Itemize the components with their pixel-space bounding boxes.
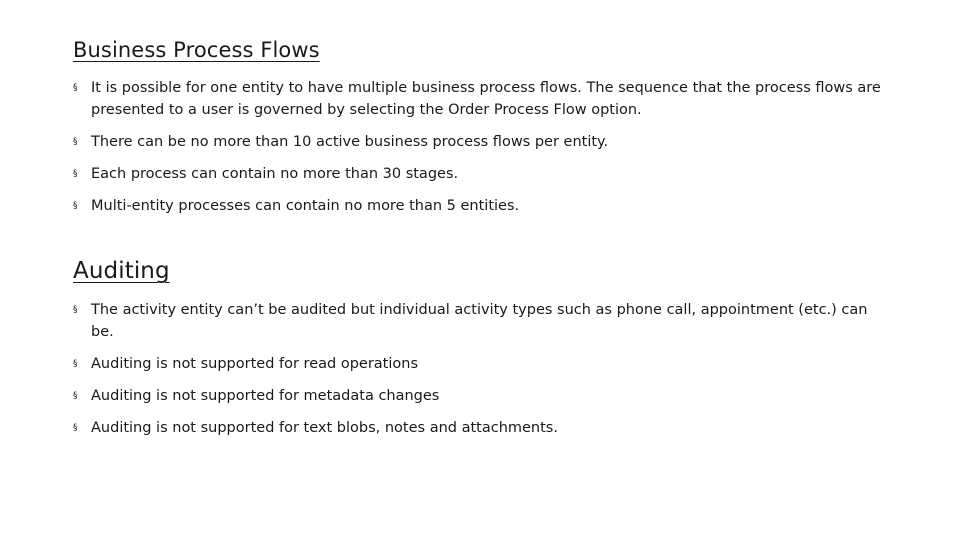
list-item (73, 417, 893, 439)
square-bullet-icon: § (73, 359, 78, 369)
square-bullet-icon: § (73, 169, 78, 179)
list-item (73, 163, 893, 185)
list-item (73, 353, 893, 375)
list-item (73, 299, 893, 343)
bullet-text: It is possible for one entity to have multiple business process flows. The sequence that the process flows are presented to a user is governed by selecting the Order Process Flow option. (91, 80, 881, 118)
bullet-list (73, 77, 893, 217)
square-bullet-icon: § (73, 137, 78, 147)
bullet-text: Each process can contain no more than 30 stages. (91, 166, 459, 182)
section-business-process-flows (73, 36, 893, 227)
list-item (73, 385, 893, 407)
section-auditing (73, 256, 893, 449)
bullet-list (73, 299, 893, 439)
square-bullet-icon: § (73, 391, 78, 401)
square-bullet-icon: § (73, 423, 78, 433)
square-bullet-icon: § (73, 201, 78, 211)
bullet-text: The activity entity can’t be audited but individual activity types such as phone call, appointment (etc.) can be. (91, 302, 868, 340)
bullet-text: Auditing is not supported for metadata changes (91, 388, 440, 404)
section-heading: Auditing (73, 258, 170, 284)
list-item (73, 131, 893, 153)
square-bullet-icon: § (73, 83, 78, 93)
bullet-text: Auditing is not supported for read operations (91, 356, 418, 372)
square-bullet-icon: § (73, 305, 78, 315)
list-item (73, 77, 893, 121)
section-heading: Business Process Flows (73, 38, 320, 62)
bullet-text: Auditing is not supported for text blobs, notes and attachments. (91, 420, 558, 436)
bullet-text: Multi-entity processes can contain no more than 5 entities. (91, 198, 520, 214)
list-item (73, 195, 893, 217)
bullet-text: There can be no more than 10 active business process flows per entity. (91, 134, 609, 150)
